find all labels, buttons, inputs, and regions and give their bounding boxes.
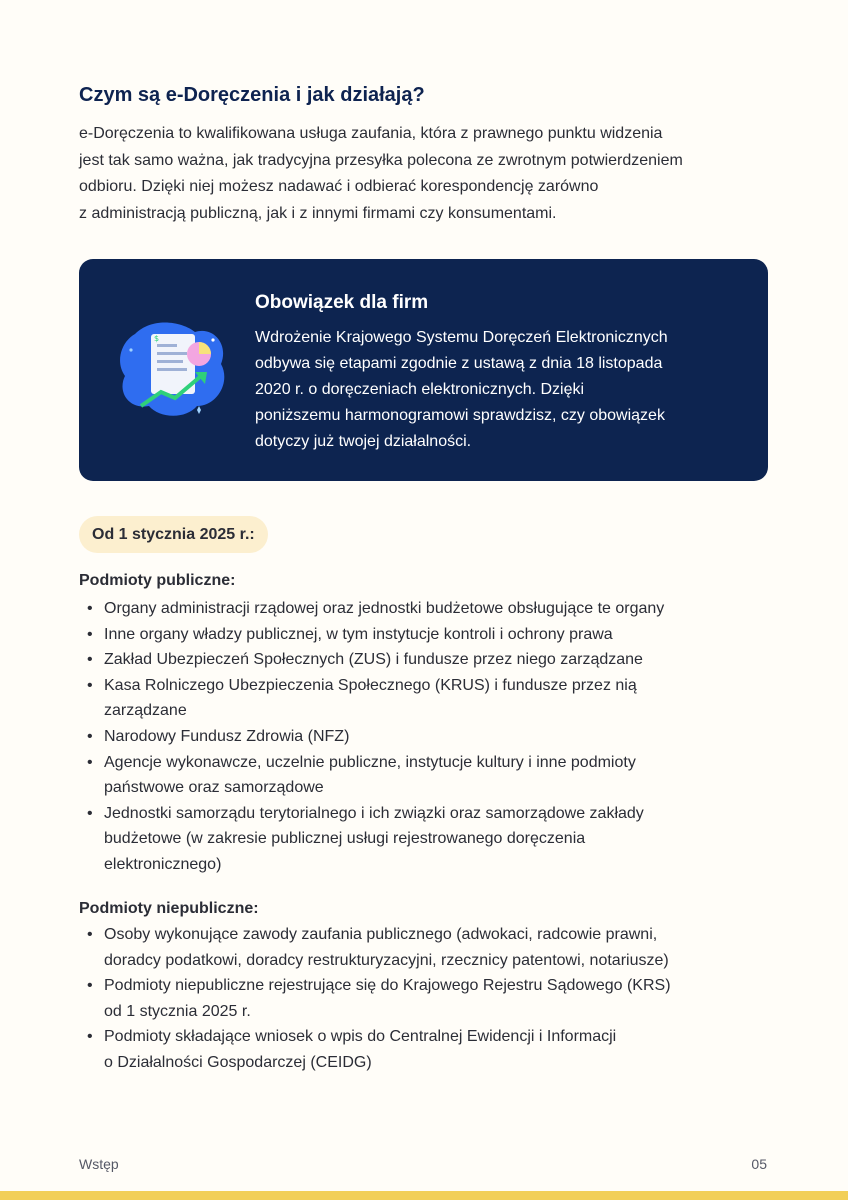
section-heading: Czym są e-Doręczenia i jak działają?	[79, 84, 425, 106]
notice-line: dotyczy już twojej działalności.	[255, 433, 472, 450]
notice-text	[255, 325, 755, 455]
list-item-line: o Działalności Gospodarczej (CEIDG)	[104, 1053, 372, 1071]
nonpublic-entities-title: Podmioty niepubliczne:	[79, 900, 259, 917]
nonpublic-entities-list	[79, 922, 779, 1076]
list-item-line: Kasa Rolniczego Ubezpieczenia Społecznego (KRUS) i fundusze przez nią	[104, 676, 637, 694]
intro-line: jest tak samo ważna, jak tradycyjna przesyłka polecona ze zwrotnym potwierdzeniem	[79, 151, 683, 169]
list-item	[79, 1024, 779, 1075]
list-item-line: zarządzane	[104, 702, 187, 720]
intro-line: z administracją publiczną, jak i z innymi firmami czy konsumentami.	[79, 204, 557, 222]
public-entities-title: Podmioty publiczne:	[79, 572, 236, 589]
bullet: •	[87, 977, 93, 995]
intro-line: e-Doręczenia to kwalifikowana usługa zaufania, która z prawnego punktu widzenia	[79, 125, 663, 142]
bullet: •	[87, 1028, 93, 1046]
public-entities-list	[79, 596, 779, 878]
notice-line: odbywa się etapami zgodnie z ustawą z dnia 18 listopada	[255, 355, 663, 372]
list-item	[79, 596, 779, 622]
list-item	[79, 973, 779, 1024]
notice-title: Obowiązek dla firm	[255, 292, 429, 313]
bullet: •	[87, 753, 93, 771]
date-badge: Od 1 stycznia 2025 r.:	[79, 516, 268, 553]
list-item	[79, 673, 779, 724]
list-item	[79, 622, 779, 648]
list-item-line: Agencje wykonawcze, uczelnie publiczne, instytucje kultury i inne podmioty	[104, 753, 636, 771]
list-item-line: państwowe oraz samorządowe	[104, 779, 324, 797]
list-item-line: od 1 stycznia 2025 r.	[104, 1002, 251, 1020]
notice-line: Wdrożenie Krajowego Systemu Doręczeń Elektronicznych	[255, 329, 668, 346]
bullet: •	[87, 804, 93, 822]
intro-paragraph	[79, 121, 779, 227]
list-item-line: Podmioty niepubliczne rejestrujące się do Krajowego Rejestru Sądowego (KRS)	[104, 977, 671, 995]
list-item	[79, 801, 779, 878]
bullet: •	[87, 727, 93, 745]
list-item-line: doradcy podatkowi, doradcy restrukturyzacyjni, rzecznicy patentowi, notariusze)	[104, 951, 669, 969]
bullet: •	[87, 676, 93, 694]
bullet: •	[87, 651, 93, 669]
list-item	[79, 750, 779, 801]
notice-line: 2020 r. o doręczeniach elektronicznych. Dzięki	[255, 381, 585, 398]
list-item-line: Zakład Ubezpieczeń Społecznych (ZUS) i fundusze przez niego zarządzane	[104, 651, 643, 669]
intro-line: odbioru. Dzięki niej możesz nadawać i odbierać korespondencję zarówno	[79, 178, 599, 195]
list-item-line: Osoby wykonujące zawody zaufania publicznego (adwokaci, radcowie prawni,	[104, 926, 658, 943]
bullet: •	[87, 600, 93, 617]
bullet: •	[87, 625, 93, 643]
obligation-notice-box	[79, 259, 768, 481]
notice-line: poniższemu harmonogramowi sprawdzisz, czy obowiązek	[255, 407, 665, 424]
list-item-line: budżetowe (w zakresie publicznej usługi rejestrowanego doręczenia	[104, 830, 586, 848]
list-item-line: Jednostki samorządu terytorialnego i ich związki oraz samorządowe zakłady	[104, 804, 644, 822]
document-chart-growth-icon	[113, 314, 233, 424]
footer-page-number: 05	[751, 1156, 767, 1172]
svg-text:$: $	[154, 334, 160, 343]
list-item-line: Organy administracji rządowej oraz jednostki budżetowe obsługujące te organy	[104, 600, 665, 617]
bullet: •	[87, 926, 93, 943]
bottom-accent-bar	[0, 1191, 848, 1200]
list-item-line: elektronicznego)	[104, 855, 222, 873]
list-item-line: Podmioty składające wniosek o wpis do Centralnej Ewidencji i Informacji	[104, 1028, 617, 1046]
list-item	[79, 922, 779, 973]
list-item-line: Narodowy Fundusz Zdrowia (NFZ)	[104, 727, 350, 745]
list-item-line: Inne organy władzy publicznej, w tym instytucje kontroli i ochrony prawa	[104, 625, 613, 643]
list-item	[79, 724, 779, 750]
footer-section-name: Wstęp	[79, 1156, 119, 1172]
list-item	[79, 647, 779, 673]
